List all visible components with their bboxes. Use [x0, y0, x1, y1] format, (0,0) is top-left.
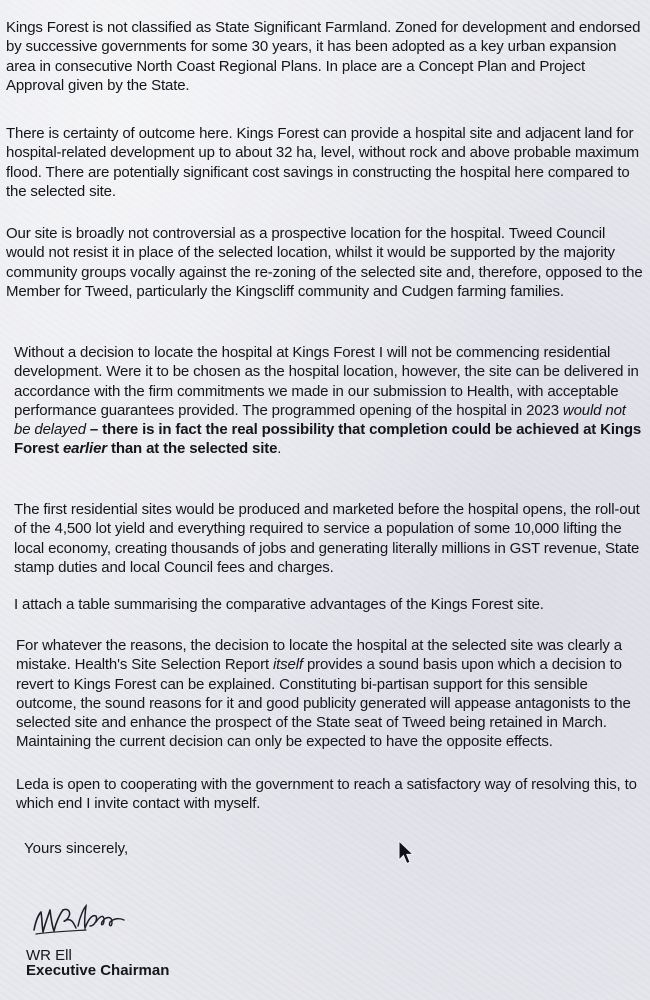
signatory-title: Executive Chairman — [26, 962, 170, 979]
paragraph-decision-end: . — [277, 440, 282, 458]
paragraph-decision-bold-italic: earlier — [62, 440, 107, 458]
paragraph-attachment — [14, 595, 646, 614]
paragraph-decision-bold-a: there is in fact the real possibility that completion could be achieved at Kings Forest — [14, 421, 642, 458]
paragraph-cooperation — [16, 775, 646, 814]
paragraph-certainty-text: There is certainty of outcome here. Kings Forest can provide a hospital site and adjacent land for hospital-related development up to about 32 ha, level, without rock and above probable maximum flood. There are potentially significant cost savings in constructing the hospital here compared to the selected site. — [6, 125, 639, 200]
signature-mark — [30, 896, 130, 940]
paragraph-controversy — [6, 224, 646, 301]
paragraph-decision-dash: – — [85, 421, 103, 439]
paragraph-mistake — [16, 636, 646, 752]
paragraph-controversy-text: Our site is broadly not controversial as a prospective location for the hospital. Tweed Council would not resist it in place of the selected location, whilst it would be supported by the majority community groups vocally against the re-zoning of the selected site and, therefore, opposed to the Member for Tweed, particularly the Kingscliff community and Cudgen farming families. — [6, 225, 643, 300]
mouse-pointer-icon — [398, 840, 416, 866]
paragraph-zoning — [6, 18, 646, 95]
paragraph-zoning-text: Kings Forest is not classified as State Significant Farmland. Zoned for development and endorsed by successive governments for some 30 years, it has been adopted as a key urban expansion area in consecutive North Coast Regional Plans. In place are a Concept Plan and Project Approval given by the State. — [6, 19, 641, 94]
paragraph-certainty — [6, 124, 646, 201]
paragraph-decision-italic: would not be delayed — [14, 401, 626, 439]
closing-salutation: Yours sincerely, — [24, 840, 129, 857]
paragraph-mistake-text-a: For whatever the reasons, the decision to locate the hospital at the selected site was clearly a mistake. Health's Site Selection Report — [16, 637, 622, 674]
paragraph-mistake-text-b: provides a sound basis upon which a decision to revert to Kings Forest can be explained. Constituting bi-partisan support for this sensible outcome, the sound reasons for it and good publicity generated will appease antagonists to the selected site and enhance the prospect of the State seat of Tweed being retained in March. Maintaining the current decision can only be expected to have the opposite effects. — [16, 656, 631, 751]
paragraph-decision-bold-b: than at the selected site — [106, 440, 278, 458]
paragraph-cooperation-text: Leda is open to cooperating with the government to reach a satisfactory way of resolving this, to which end I invite contact with myself. — [16, 776, 637, 813]
paragraph-residential — [14, 500, 646, 577]
paragraph-mistake-italic: itself — [272, 656, 303, 674]
signatory-name: WR Ell — [26, 947, 72, 964]
paragraph-decision-text-a: Without a decision to locate the hospital at Kings Forest I will not be commencing residential development. Were it to be chosen as the hospital location, however, the site can be delivered in accordance with the firm commitments we made in our submission to Health, with acceptable performance guarantees provided. The programmed opening of the hospital in 2023 — [14, 344, 639, 419]
paragraph-residential-text: The first residential sites would be produced and marketed before the hospital opens, the roll-out of the 4,500 lot yield and everything required to service a population of some 10,000 lifting the local economy, creating thousands of jobs and generating literally millions in GST revenue, State stamp duties and local Council fees and charges. — [14, 501, 640, 576]
paragraph-attachment-text: I attach a table summarising the comparative advantages of the Kings Forest site. — [14, 596, 544, 613]
paragraph-decision — [14, 343, 646, 459]
